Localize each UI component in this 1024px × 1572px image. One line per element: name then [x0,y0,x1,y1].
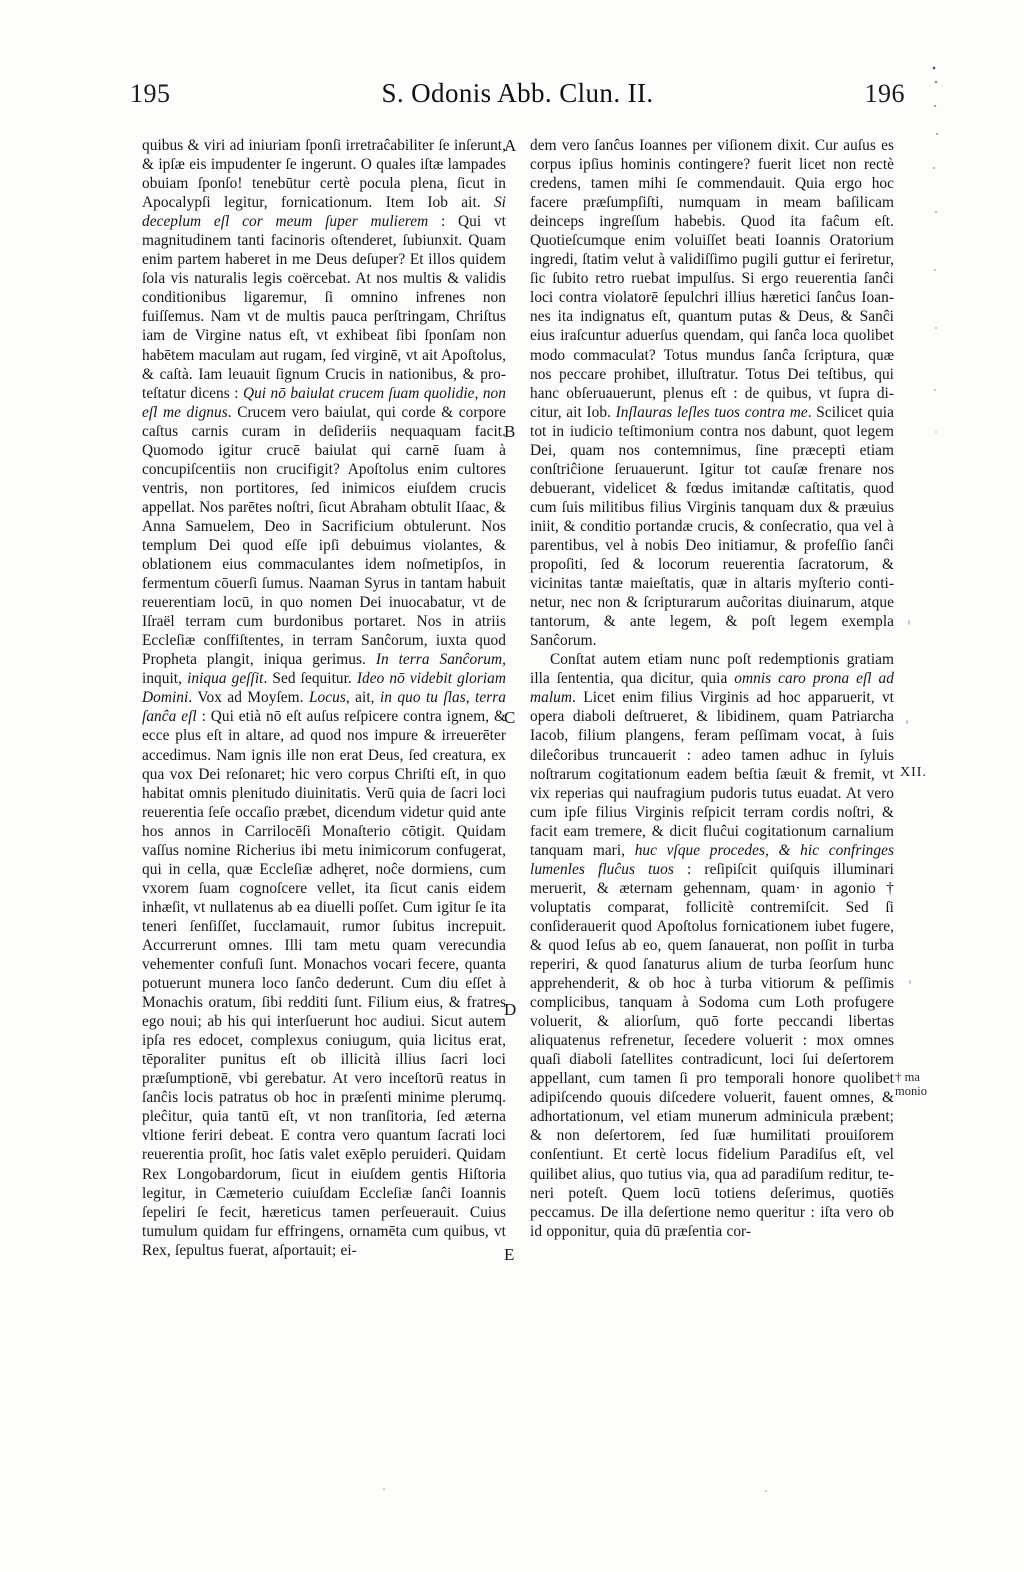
text-run: , ait, [345,689,380,707]
scan-speck [383,1488,385,1490]
folio-number-right: 196 [864,79,905,108]
text-run-italic: in quo tu ſlas, terra ſanĉa eſl [142,689,506,726]
text-run-italic: Locus [308,689,346,707]
chapter-marker: XII. [900,765,927,780]
marginal-letter-e: E [504,1245,515,1264]
text-run: : Qui vt magnitudinem tanti facinoris oſtenderet, ſubiunxit. Quam enim partem haberet in me Deus deſuper? Et illos quidem ſola vis naturalis legis coërcebat. At nos multis & validis conditionibus ligaremur, ſi omnino infrenes non fuiſſemus. Nam vt de multis pauca perſtringam, Chriſtus iam de Virgine natus eſt, vt exhibeat ſibi ſponſam non habētem maculam aut rugam, ſed virginē, vt ait Apoſtolus, & caſtà. Iam leuauit ſignum Crucis in nationibus, & proteſtatur dicens : [142,213,506,402]
marginal-footnote-line-1: ma [904,1070,920,1084]
text-run-italic: Ideo nō videbit gloriam Domini [142,670,507,707]
text-run: inquit, [142,670,188,688]
text-run: . Vox ad Moyſem. [188,689,309,707]
text-run: : reſipiſcit quiſquis illuminari meruerit, & æternam gehennam, quam· in agonio † voluptatis comparat, follicitè contremiſcit. Sed ſi conſiderauerit quod Apoſtolus fornicationem iubet fugere, & quod Ieſus ab eo, quem ſanauerat, non poſſit in turba reperiri, & quod ſanaturus alium de turba ſeorſum hunc apprehenderit, & ob hoc à turba vitiorum & peſſimis complicibus, tanquam à Sodoma cum Loth profugere voluerit, & aliorſum, quō forte peccandi libertas aliquatenus refrenetur, ſecedere voluerit : mox omnes quaſi diaboli ſatellites contradicunt, loci ſui deſertorem appellant, cum tamen ſi pro temporali honore quolibet adipiſcendo quouis diſcedere voluerit, fauent omnes, & adhortationum, vel etiam munerum adminicula præbent; & non deſertorem, ſed ſuæ humilitati prouiſorem conſentiunt. Et certè locus fidelium Paradiſus eſt, vel quilibet alius, quo tutius via, qua ad paradiſum reditur, teneri poteſt. Quem locū totiens deſerimus, quotiēs peccamus. De illa deſertione nemo queritur : iſta vero ob id opponitur, quia dū præſentia cor- [530,860,894,1240]
text-run-italic: iniqua geſſit [187,670,264,688]
right-column-paragraph [530,136,894,650]
marginal-letter-c: C [504,708,516,727]
text-run-italic: omnis caro prona eſl ad malum [530,670,894,707]
text-run: . Crucem vero baiulat, qui corde & corpore caſtus carnis curam in deſideriis nequaquam facit. Quomodo igitur crucē baiulat qui carnē ſuam à concupiſcentiis non crucifigit? Apoſtolus enim cultores ventris, non portitores, ſed inimicos eiuſdem crucis appellat. Nos parētes noſtri, ſicut Abraham obtulit Iſaac, & Anna Samuelem, Deo in Sacrificium obtulerunt. Nos templum Dei quod eſſe ipſi debuimus violantes, & oblationem eius commaculantes idem noſmetipſos, in fermentum cōuerſi ſumus. Naaman Syrus in tantam habuit reuerentiam locū, in quo nomen Dei inuocabatur, vt de Iſraël terram cum burdonibus portaret. Nos in atriis Eccleſiæ conſfiſtentes, in terram Sanĉorum, iuxta quod Propheta plangit, iniqua gerimus. [142,403,507,669]
text-run: dem vero ſanĉus Ioannes per viſionem dixit. Cur auſus es corpus ipſius hominis contingere? fuerit licet non rectè credens, tamen mihi ſe commendauit. Quia ergo hoc facere præſumpſiſti, numquam in meam baſilicam deinceps ingreſſum habebis. Quod ita faĉum eſt. Quotieſcumque enim voluiſſet beati Ioannis Oratorium ingredi, ſtatim velut à validiſſimo pugili guttur ei feriretur, ſic ſubito retro ruebat impulſus. Si ergo reuerentia ſanĉi loci contra violatorē ſepulchri illius hæretici ſanĉus Ioannes ita indignatus eſt, quantum putas & Deus, & Sanĉi eius iraſcuntur aduerſus quendam, qui ſanĉa loca quolibet modo commaculat? Totus mundus ſanĉa ſcriptura, quæ nos peccare prohibet, illuſtratur. Totus Dei teſtibus, qui hanc obſeruauerunt, plenus eſt : de quibus, vt ſupra dicitur, ait Iob. [530,137,894,421]
marginal-letter-d: D [504,1000,517,1019]
page-header [130,78,905,120]
scan-speck [908,620,910,625]
right-column [530,136,894,1260]
marginal-letter-b: B [504,422,516,441]
text-run-italic: Inſlauras leſles tuos contra me [615,403,808,421]
scan-speck [765,1490,767,1492]
scan-speck [909,980,911,984]
marginal-footnote-line-2: monio [895,1084,927,1098]
text-run-italic: In terra Sanĉorum, [375,651,506,669]
running-title: S. Odonis Abb. Clun. II. [381,78,654,108]
text-run: . Licet enim filius Virginis ad hoc apparuerit, vt opera diaboli deſtrueret, & libidinem, quam Patriarcha Iacob, filium plangens, feram peſſimam vocat, à ſuis dileĉoribus truncauerit : adeo tamen adhuc in ſyluis noſtrarum cogitationum eadem beſtia ſæuit & fremit, vt vix reperias qui naufragium pudoris tutus euadat. At vero cum ipſe filius Virginis reſpicit terram cordis noſtri, & facit eam tremere, & dicit fluĉui cogitationum carnalium tanquam mari, [530,689,894,859]
text-run: . Sed ſequitur. [263,670,357,688]
text-run: quibus & viri ad iniuriam ſponſi irretraĉabiliter ſe inſerunt, & ipſæ eis impudenter ſe ingerunt. O quales iſtæ lampades obuiam ſponſo! tenebūtur certè pocula plena, ſicut in Apocalypſi legitur, fornicationum. Item Iob ait. [142,137,506,212]
marginal-footnote [895,1070,965,1098]
scan-speck [906,720,908,724]
left-column-paragraph [142,136,506,1260]
marginal-letter-a: A [504,136,517,155]
text-run: : Qui etià nō eſt auſus reſpicere contra ignem, & ecce plus eſt in altare, ad quod nos impure & irreuerēter accedimus. Nam ignis ille non erat Deus, ſed creatura, ex qua vox Dei reſonaret; hic vero corpus Chriſti eſt, in quo habitat omnis plenitudo diuinitatis. Verū quia de ſacri loci reuerentia ſeſe occaſio præbet, dicendum videtur quid ante hos annos in Carrilocēſi Monaſterio cōtigit. Quidam vaſſus nomine Richerius ibi metu inimicorum confugerat, qui in cella, quæ Eccleſiæ adhęret, noĉe dormiens, cum vxorem ſuam cognoſcere vellet, ita ſicut canis eidem inhæſit, vt nullatenus ab ea diuelli poſſet. Cum igitur ſe ita teneri ſenſiſſet, ſucclamauit, rumor ſubitus increpuit. Accurrerunt omnes. Illi tam metu quam verecundia vehementer confuſi ſunt. Monachos vocari fecere, quanta potuerunt munera loco ſanĉo dederunt. Cum diu eſſet à Monachis oratum, ſibi redditi ſunt. Filium eius, & fratres ego noui; ab his qui interſuerunt hoc audiui. Sicut autem ipſa res edocet, complexus coniugum, quia licitus erat, tēporaliter punitus eſt ob illicità illius ſacri loci præſumptionē, vbi gerebatur. At vero inceſtorū reatus in ſanĉis locis patratus ob hoc in præſenti minime plerumq. pleĉitur, quia tantū eſt, vt non tranſitoria, ſed æterna vltione feriri debeat. E contra vero quantum ſacrati loci reuerentia proſit, hoc ſatis valet exēplo peruideri. Quidam Rex Longobardorum, ſicut in eiuſdem gentis Hiſtoria legitur, in Cæmeterio cuiuſdam Eccleſiæ ſanĉi Ioannis ſepeliri ſe fecit, hæreticus tamen perſeuerauit. Cuius tumulum quidam fur effringens, ornamēta cum quibus, vt Rex, ſepultus fuerat, aſportauit; ei- [142,708,506,1259]
scan-edge-noise [932,60,940,450]
dagger-icon: † [895,1069,902,1084]
text-run: . Scilicet quia tot in iudicio teſtimonium contra nos dabunt, quot legem Dei, quam nos contemnimus, ſine præcepti etiam conſtriĉione ſeruauerunt. Igitur tot cauſæ frenare nos debuerant, videlicet & fœdus imitandæ caſtitatis, quod cum ſuis militibus filius Virginis tanquam dux & præuius iniit, & conditio portandæ crucis, & conſecratio, qua vel à parentibus, vel à nobis Deo initiamur, & profeſſio ſanĉi propoſiti, ſed & locorum reuerentia ſacratorum, & vicinitas tantæ maieſtatis, quæ in altaris myſterio continetur, nec non & ſcripturarum auĉoritas diuinarum, atque tantorum, & ante legem, & poſt legem exempla Sanĉorum. [530,403,894,650]
text-run-italic: Qui nō baiulat crucem ſuam quolidie, non eſl me dignus [142,384,506,421]
folio-number-left: 195 [130,79,171,108]
text-run-italic: huc vſque procedes, & hic confringes lumenles fluĉus tuos [530,841,894,878]
text-run-italic: Si deceplum eſl cor meum ſuper mulierem [142,194,506,231]
text-body [142,136,894,1260]
text-run: Conſtat autem etiam nunc poſt redemptionis gratiam illa ſententia, qua dicitur, quia [530,651,894,688]
right-column-paragraph [530,650,894,1240]
left-column [142,136,506,1260]
